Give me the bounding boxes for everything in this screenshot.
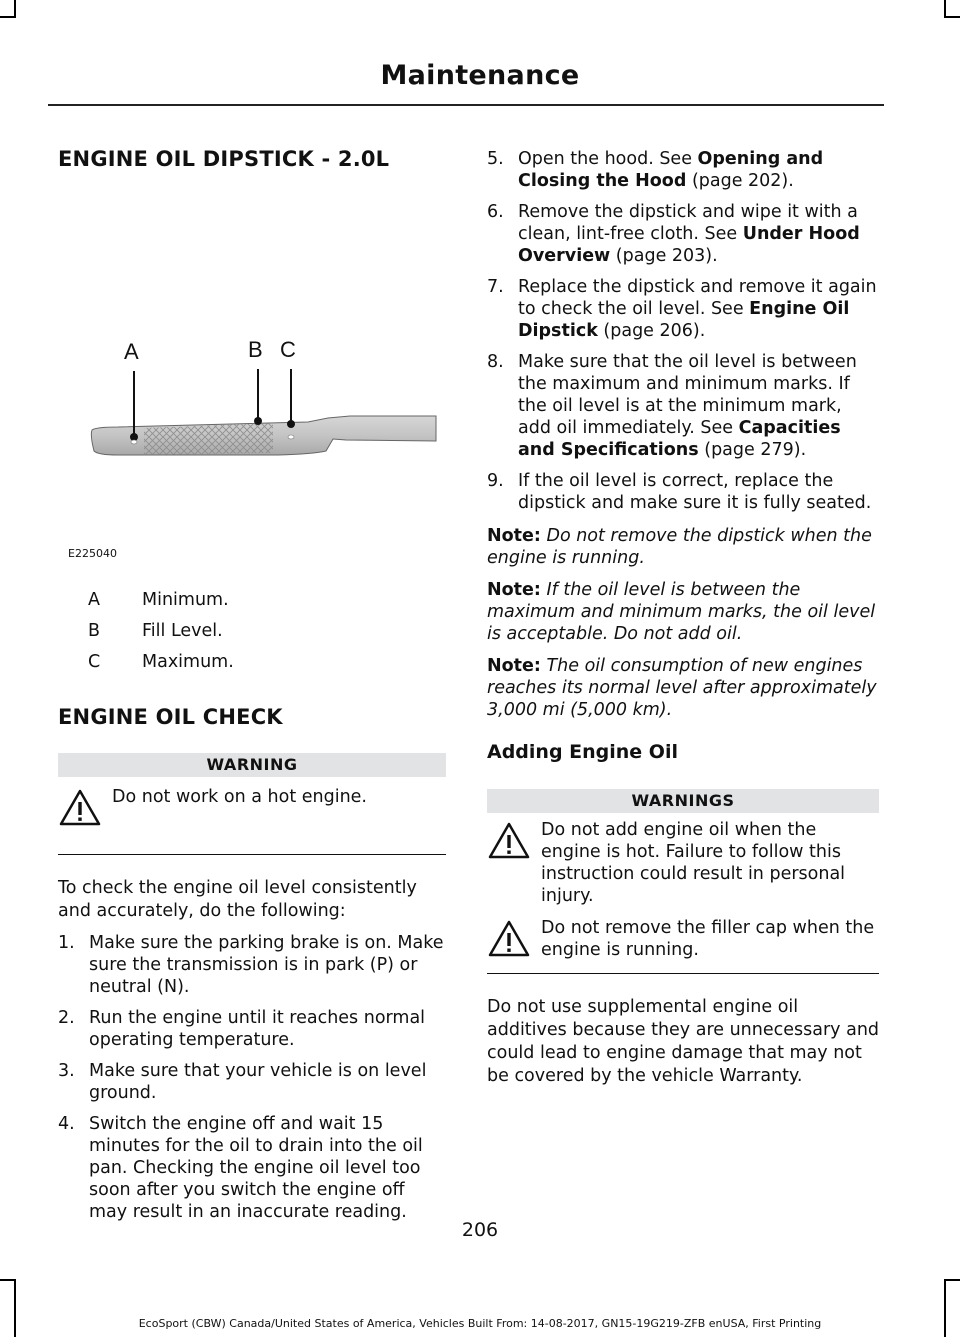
cross-reference-link[interactable]: Engine Oil Dipstick <box>518 299 850 341</box>
list-item: 8. Make sure that the oil level is between the maximum and minimum marks. If the oil level is at the minimum mark, add oil immediately. See Capacities and Specifications (page 279). <box>487 352 857 460</box>
section-title-dipstick: ENGINE OIL DIPSTICK - 2.0L <box>58 147 390 171</box>
header-divider <box>48 104 884 106</box>
subsection-title-adding-oil: Adding Engine Oil <box>487 741 678 763</box>
warning-divider <box>487 973 879 974</box>
dipstick-figure <box>58 171 446 560</box>
list-item: 2. Run the engine until it reaches normal operating temperature. <box>58 1008 426 1050</box>
crop-mark <box>944 1279 960 1281</box>
page-number: 206 <box>461 1219 499 1241</box>
list-item: 9. If the oil level is correct, replace the dipstick and make sure it is fully seated. <box>487 471 872 513</box>
crop-mark <box>0 1279 16 1281</box>
figure-label-c: C <box>280 337 296 362</box>
note: Note: If the oil level is between the maximum and minimum marks, the oil level is acceptable. Do not add oil. <box>487 580 876 644</box>
dipstick-illustration <box>58 171 446 541</box>
figure-label-a: A <box>124 339 139 364</box>
page-footer: EcoSport (CBW) Canada/United States of America, Vehicles Built From: 14-08-2017, GN15-19G219-ZFB enUSA, First Printing <box>138 1317 822 1330</box>
steps-list-right <box>487 148 879 514</box>
steps-list-left <box>58 932 446 1223</box>
section-title-oil-check: ENGINE OIL CHECK <box>58 705 283 729</box>
list-item: 7. Replace the dipstick and remove it again to check the oil level. See Engine Oil Dipstick (page 206). <box>487 277 877 341</box>
warning-item: Do not remove the filler cap when the engine is running. <box>487 917 879 973</box>
note: Note: The oil consumption of new engines reaches its normal level after approximately 3,000 mi (5,000 km). <box>487 656 877 720</box>
list-item: 3. Make sure that your vehicle is on level ground. <box>58 1061 427 1103</box>
list-item: 1. Make sure the parking brake is on. Make sure the transmission is in park (P) or neutral (N). <box>58 933 444 997</box>
legend-row: C Maximum. <box>88 652 234 672</box>
crop-mark <box>0 16 16 18</box>
figure-legend <box>58 589 446 682</box>
legend-row: B Fill Level. <box>88 621 223 641</box>
intro-paragraph: To check the engine oil level consistently and accurately, do the following: <box>58 878 417 921</box>
list-item: 4. Switch the engine off and wait 15 minutes for the oil to drain into the oil pan. Checking the engine oil level too soon after you switch the engine off may result in an inaccurate reading. <box>58 1114 423 1222</box>
cross-reference-link[interactable]: Opening and Closing the Hood <box>518 149 824 191</box>
page-header-title: Maintenance <box>380 60 580 91</box>
figure-label-b: B <box>248 337 263 362</box>
legend-row: A Minimum. <box>88 590 229 610</box>
warning-triangle-icon <box>58 788 102 828</box>
warning-header: WARNING <box>58 753 446 777</box>
list-item: 6. Remove the dipstick and wipe it with a clean, lint-free cloth. See Under Hood Overview (page 203). <box>487 202 860 266</box>
warning-item: Do not work on a hot engine. <box>58 786 446 854</box>
warning-divider <box>58 854 446 855</box>
crop-mark <box>944 16 960 18</box>
list-item: 5. Open the hood. See Opening and Closing the Hood (page 202). <box>487 149 824 191</box>
warning-item: Do not add engine oil when the engine is hot. Failure to follow this instruction could result in personal injury. <box>487 819 879 907</box>
note: Note: Do not remove the dipstick when the engine is running. <box>487 526 872 568</box>
cross-reference-link[interactable]: Under Hood Overview <box>518 224 860 266</box>
warning-triangle-icon <box>487 919 531 959</box>
cross-reference-link[interactable]: Capacities and Specifications <box>518 418 841 460</box>
warnings-header: WARNINGS <box>487 789 879 813</box>
figure-code: E225040 <box>68 547 117 560</box>
left-column <box>58 140 446 1223</box>
warning-triangle-icon <box>487 821 531 861</box>
right-column <box>487 140 879 1088</box>
closing-paragraph: Do not use supplemental engine oil additives because they are unnecessary and could lead to engine damage that may not be covered by the vehicle Warranty. <box>487 997 880 1086</box>
